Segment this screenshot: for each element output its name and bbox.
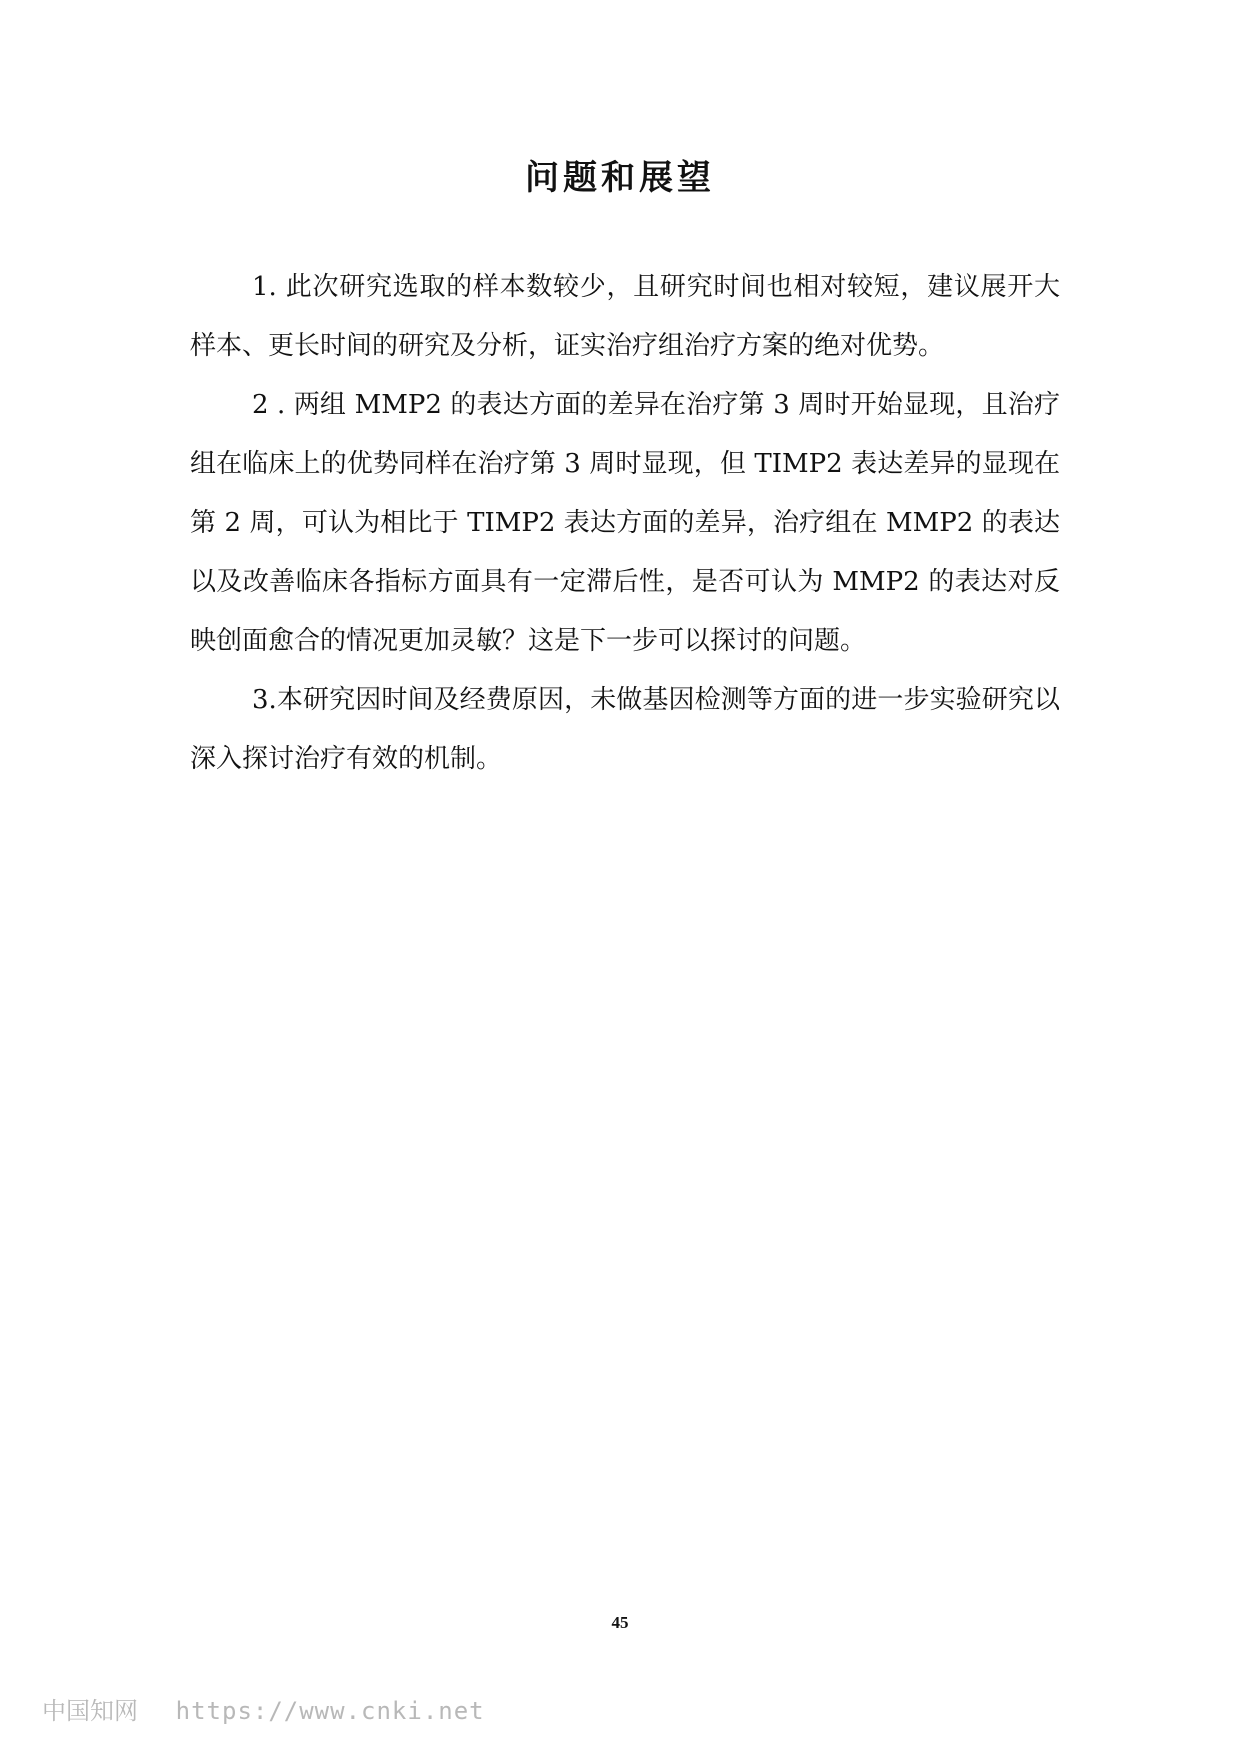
watermark [42, 1691, 485, 1726]
watermark-url: https://www.cnki.net [175, 1697, 485, 1725]
page-number: 45 [611, 1613, 629, 1632]
watermark-name: 中国知网 [42, 1697, 138, 1725]
paragraph-2: 2 . 两组 MMP2 的表达方面的差异在治疗第 3 周时开始显现，且治疗组在临床上的优势同样在治疗第 3 周时显现，但 TIMP2 表达差异的显现在第 2 周，可认为相比于 TIMP2 表达方面的差异，治疗组在 MMP2 的表达以及改善临床各指标方面具有一定滞后性，是否可认为 MMP2 的表达对反映创面愈合的情况更加灵敏？这是下一步可以探讨的问题。 [190, 390, 1060, 656]
paragraph-3: 3.本研究因时间及经费原因，未做基因检测等方面的进一步实验研究以深入探讨治疗有效的机制。 [190, 685, 1060, 774]
paragraph-1: 1. 此次研究选取的样本数较少，且研究时间也相对较短，建议展开大样本、更长时间的研究及分析，证实治疗组治疗方案的绝对优势。 [190, 272, 1060, 361]
page-title: 问题和展望 [525, 158, 715, 198]
body-text [190, 258, 1060, 789]
